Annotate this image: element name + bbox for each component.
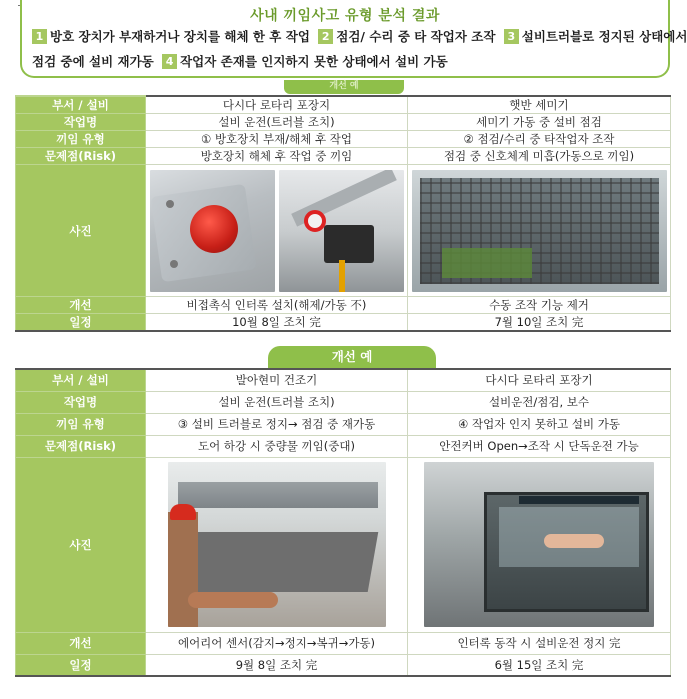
cell-risk-left: 방호장치 해체 후 작업 중 끼임 — [146, 148, 408, 165]
cell-schedule-right: 7월 10일 조치 完 — [408, 314, 671, 332]
section1-table — [15, 95, 671, 332]
photo-rotary-packer — [424, 462, 654, 627]
cell-schedule-left: 10월 8일 조치 完 — [146, 314, 408, 332]
summary-item-2: 점검/ 수리 중 타 작업자 조작 — [336, 29, 496, 44]
table-row — [16, 96, 671, 114]
table-row — [16, 165, 671, 297]
table-row — [16, 369, 671, 391]
cell-dept-left: 다시다 로타리 포장지 — [146, 96, 408, 114]
summary-item-1: 방호 장치가 부재하거나 장치를 해체 한 후 작업 — [50, 29, 310, 44]
photo-red-sensor — [150, 170, 275, 292]
cell-task-right: 설비운전/점검, 보수 — [408, 391, 671, 413]
table-row — [16, 457, 671, 632]
table-row — [16, 391, 671, 413]
table-row — [16, 654, 671, 676]
badge-4: 4 — [162, 54, 177, 69]
row-label-task: 작업명 — [16, 114, 146, 131]
cell-photo-right — [408, 165, 671, 297]
row-label-type: 끼임 유형 — [16, 413, 146, 435]
cell-schedule-left: 9월 8일 조치 完 — [146, 654, 408, 676]
cell-risk-right: 점검 중 신호체계 미흡(가동으로 끼임) — [408, 148, 671, 165]
cell-photo-left — [146, 165, 408, 297]
photo-interlock-assembly — [279, 170, 404, 292]
row-label-risk: 문제점(Risk) — [16, 148, 146, 165]
cell-dept-right: 햇반 세미기 — [408, 96, 671, 114]
photo-caged-machine — [412, 170, 667, 292]
summary-line-2 — [32, 52, 448, 70]
cell-dept-left: 발아현미 건조기 — [146, 369, 408, 391]
summary-title: 사내 끼임사고 유형 분석 결과 — [250, 8, 440, 24]
row-label-photo: 사진 — [16, 457, 146, 632]
table-row — [16, 413, 671, 435]
row-label-photo: 사진 — [16, 165, 146, 297]
summary-item-3-cont: 점검 중에 설비 재가동 — [32, 54, 154, 69]
table-row — [16, 297, 671, 314]
summary-line-1 — [32, 27, 687, 45]
row-label-task: 작업명 — [16, 391, 146, 413]
table-row — [16, 632, 671, 654]
cell-improvement-left: 비접촉식 인터록 설치(해제/가동 不) — [146, 297, 408, 314]
row-label-schedule: 일정 — [16, 654, 146, 676]
row-label-type: 끼임 유형 — [16, 131, 146, 148]
cell-type-right: ② 점검/수리 중 타작업자 조작 — [408, 131, 671, 148]
row-label-schedule: 일정 — [16, 314, 146, 332]
cell-type-left: ① 방호장치 부재/해체 후 작업 — [146, 131, 408, 148]
row-label-improvement: 개선 — [16, 632, 146, 654]
cell-schedule-right: 6월 15일 조치 完 — [408, 654, 671, 676]
cell-photo-right — [408, 457, 671, 632]
cell-risk-right: 안전커버 Open→조작 시 단독운전 가능 — [408, 435, 671, 457]
cell-dept-right: 다시다 로타리 포장기 — [408, 369, 671, 391]
section1-tab: 개선 예 — [284, 80, 404, 94]
table-row — [16, 435, 671, 457]
cell-improvement-left: 에어리어 센서(감지→정지→복귀→가동) — [146, 632, 408, 654]
table-row — [16, 148, 671, 165]
row-label-dept: 부서 / 설비 — [16, 96, 146, 114]
photo-dryer-door — [168, 462, 386, 627]
cell-type-right: ④ 작업자 인지 못하고 설비 가동 — [408, 413, 671, 435]
row-label-risk: 문제점(Risk) — [16, 435, 146, 457]
badge-1: 1 — [32, 29, 47, 44]
row-label-improvement: 개선 — [16, 297, 146, 314]
cell-task-left: 설비 운전(트러블 조치) — [146, 114, 408, 131]
summary-item-3: 설비트러블로 정지된 상태에서 — [521, 29, 687, 44]
cell-risk-left: 도어 하강 시 중량물 끼임(중대) — [146, 435, 408, 457]
badge-2: 2 — [318, 29, 333, 44]
row-label-dept: 부서 / 설비 — [16, 369, 146, 391]
table-row — [16, 314, 671, 332]
badge-3: 3 — [504, 29, 519, 44]
summary-item-4: 작업자 존재를 인지하지 못한 상태에서 설비 가동 — [180, 54, 448, 69]
analysis-summary-box — [20, 0, 687, 78]
table-row — [16, 131, 671, 148]
section2-table — [15, 368, 671, 677]
table-row — [16, 114, 671, 131]
cell-improvement-right: 인터록 동작 시 설비운전 정지 完 — [408, 632, 671, 654]
cell-improvement-right: 수동 조작 기능 제거 — [408, 297, 671, 314]
section2-tab: 개선 예 — [268, 346, 436, 368]
cell-photo-left — [146, 457, 408, 632]
cell-task-right: 세미기 가동 중 설비 점검 — [408, 114, 671, 131]
cell-task-left: 설비 운전(트러블 조치) — [146, 391, 408, 413]
cell-type-left: ③ 설비 트러블로 정지→ 점검 중 재가동 — [146, 413, 408, 435]
